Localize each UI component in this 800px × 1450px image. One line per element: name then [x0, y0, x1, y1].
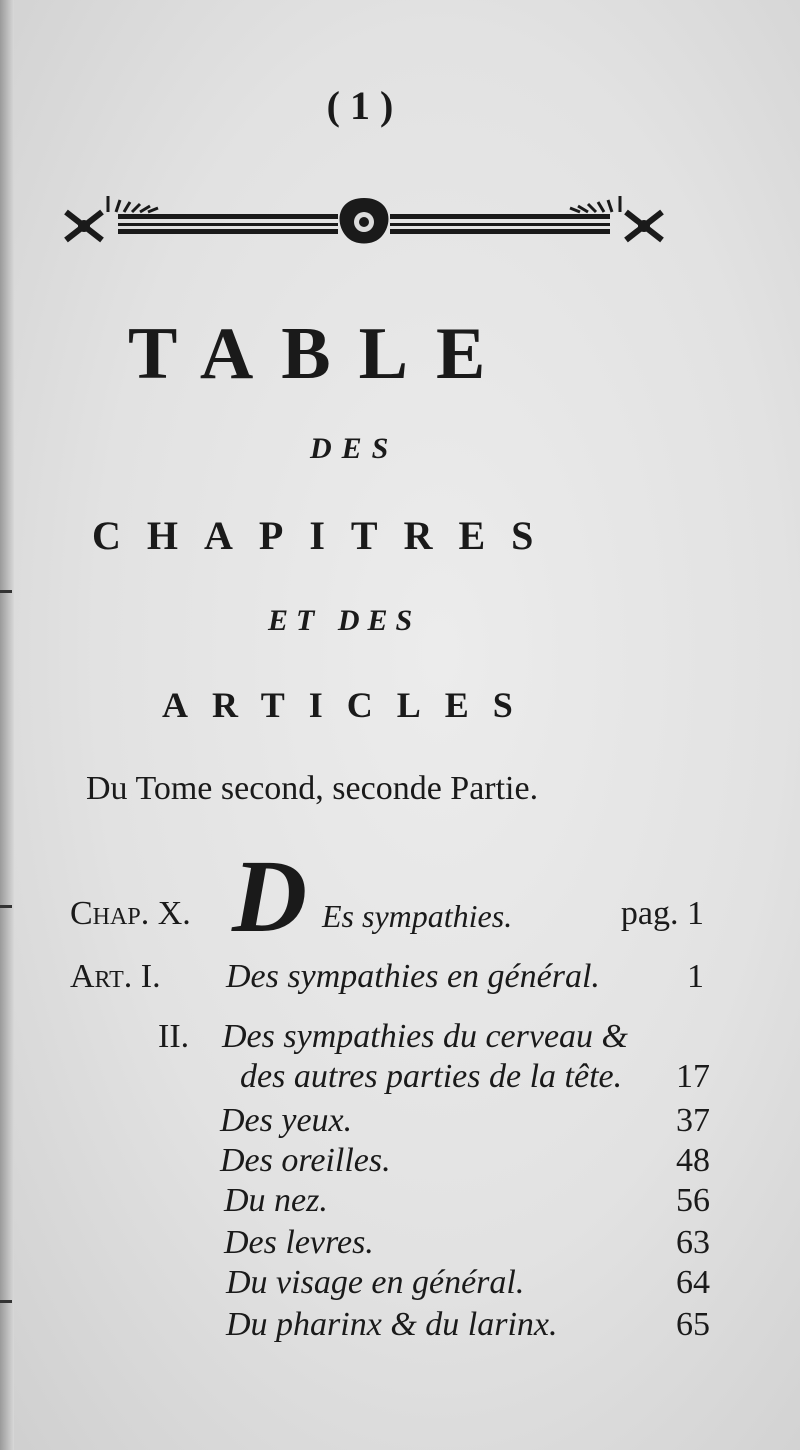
entry-title: Des levres.	[224, 1224, 374, 1261]
entry-title: Des yeux.	[220, 1102, 353, 1139]
title-table: TABLE	[128, 313, 514, 395]
page-binding-edge	[0, 0, 14, 1450]
chapter-label: Chap. X.	[70, 895, 191, 932]
entry-page: 56	[676, 1182, 710, 1219]
entry-page: 64	[676, 1264, 710, 1301]
entry-title: Du visage en général.	[226, 1264, 525, 1301]
title-chapitres: CHAPITRES	[92, 513, 560, 558]
entry-title: des autres parties de la tête.	[240, 1058, 623, 1095]
title-articles: ARTICLES	[162, 685, 537, 725]
entry-title: Du nez.	[224, 1182, 328, 1219]
entry-title: Des sympathies du cerveau &	[222, 1018, 629, 1055]
page-number: ( 1 )	[326, 83, 394, 128]
entry-prefix: II.	[158, 1018, 190, 1055]
entry-page: 65	[676, 1306, 710, 1343]
entry-title: Du pharinx & du larinx.	[226, 1306, 558, 1343]
entry-title: Des oreilles.	[220, 1142, 391, 1179]
drop-cap: D	[232, 839, 308, 954]
title-et-des: ET DES	[268, 604, 421, 637]
entry-page: 17	[676, 1058, 710, 1095]
subtitle: Du Tome second, seconde Partie.	[86, 770, 539, 807]
entry-page: 1	[687, 958, 704, 995]
margin-mark	[0, 905, 12, 908]
margin-mark	[0, 590, 12, 593]
entry-title: Des sympathies en général.	[226, 958, 600, 995]
chapter-title: Es sympathies.	[322, 898, 513, 934]
entry-page: 37	[676, 1102, 710, 1139]
entry-prefix: Art. I.	[70, 958, 161, 995]
chapter-page: pag. 1	[620, 895, 704, 932]
title-des: DES	[310, 432, 399, 465]
entry-page: 63	[676, 1224, 710, 1261]
ornament-headpiece-icon	[58, 192, 670, 254]
entry-page: 48	[676, 1142, 710, 1179]
margin-mark	[0, 1300, 12, 1303]
